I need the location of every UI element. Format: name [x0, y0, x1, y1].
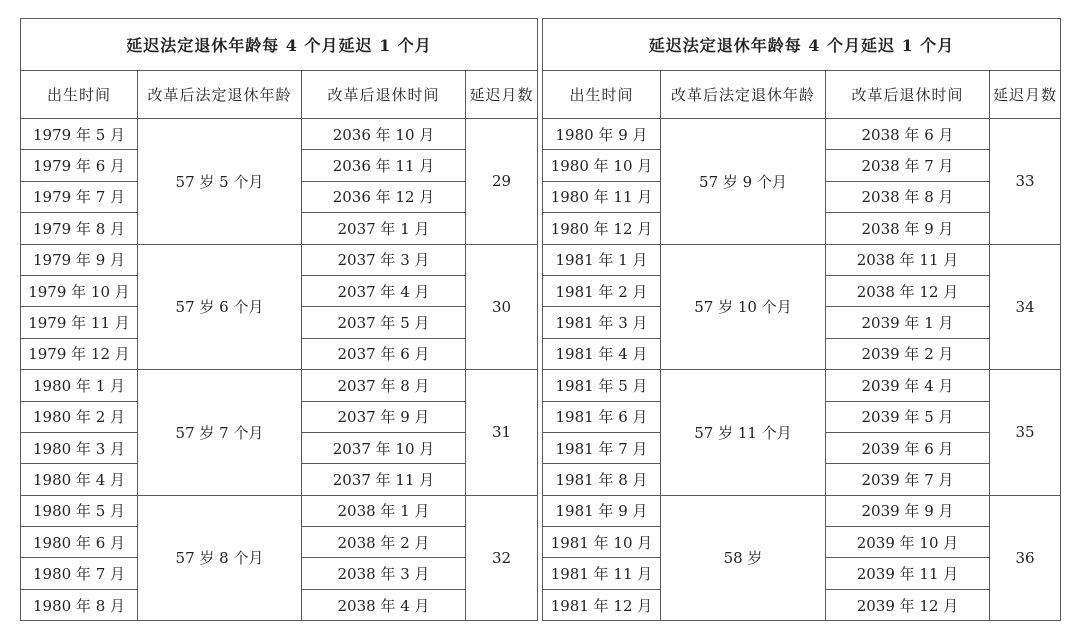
retirement-time-cell: 2037 年 10 月 [302, 432, 466, 463]
retirement-time-cell: 2038 年 12 月 [826, 275, 990, 306]
delay-months-cell: 35 [990, 370, 1061, 496]
retirement-age-cell: 57 岁 8 个月 [138, 495, 302, 621]
retirement-time-cell: 2037 年 3 月 [302, 244, 466, 275]
birth-time-cell: 1981 年 2 月 [543, 275, 661, 306]
birth-time-cell: 1979 年 5 月 [21, 119, 138, 150]
delay-months-cell: 31 [466, 370, 538, 496]
table-row [543, 370, 1061, 401]
birth-time-cell: 1980 年 11 月 [543, 181, 661, 212]
retirement-time-cell: 2038 年 6 月 [826, 119, 990, 150]
table-title: 延迟法定退休年龄每 4 个月延迟 1 个月 [21, 19, 538, 71]
retirement-time-cell: 2039 年 5 月 [826, 401, 990, 432]
birth-time-cell: 1979 年 7 月 [21, 181, 138, 212]
retirement-time-cell: 2038 年 11 月 [826, 244, 990, 275]
retirement-time-cell: 2037 年 11 月 [302, 464, 466, 495]
birth-time-cell: 1979 年 10 月 [21, 275, 138, 306]
birth-time-cell: 1981 年 1 月 [543, 244, 661, 275]
delay-months-cell: 34 [990, 244, 1061, 370]
retirement-table-left [20, 18, 538, 621]
delay-months-cell: 36 [990, 495, 1061, 621]
delay-months-cell: 33 [990, 119, 1061, 245]
table-row [21, 370, 538, 401]
retirement-time-cell: 2039 年 6 月 [826, 432, 990, 463]
birth-time-cell: 1981 年 3 月 [543, 307, 661, 338]
retirement-time-cell: 2038 年 7 月 [826, 150, 990, 181]
retirement-time-cell: 2039 年 1 月 [826, 307, 990, 338]
header-delay-months: 延迟月数 [466, 71, 538, 119]
delay-months-cell: 29 [466, 119, 538, 245]
birth-time-cell: 1980 年 2 月 [21, 401, 138, 432]
retirement-time-cell: 2037 年 6 月 [302, 338, 466, 369]
table-body [543, 119, 1061, 621]
retirement-time-cell: 2038 年 2 月 [302, 527, 466, 558]
retirement-time-cell: 2037 年 5 月 [302, 307, 466, 338]
retirement-time-cell: 2037 年 8 月 [302, 370, 466, 401]
retirement-time-cell: 2038 年 8 月 [826, 181, 990, 212]
birth-time-cell: 1981 年 10 月 [543, 527, 661, 558]
header-retirement-time: 改革后退休时间 [302, 71, 466, 119]
birth-time-cell: 1980 年 5 月 [21, 495, 138, 526]
birth-time-cell: 1980 年 3 月 [21, 432, 138, 463]
retirement-time-cell: 2039 年 10 月 [826, 527, 990, 558]
birth-time-cell: 1980 年 10 月 [543, 150, 661, 181]
birth-time-cell: 1979 年 9 月 [21, 244, 138, 275]
birth-time-cell: 1980 年 12 月 [543, 213, 661, 244]
birth-time-cell: 1980 年 6 月 [21, 527, 138, 558]
birth-time-cell: 1980 年 4 月 [21, 464, 138, 495]
retirement-age-cell: 57 岁 9 个月 [661, 119, 826, 245]
retirement-age-cell: 57 岁 10 个月 [661, 244, 826, 370]
retirement-time-cell: 2039 年 2 月 [826, 338, 990, 369]
birth-time-cell: 1979 年 6 月 [21, 150, 138, 181]
delay-months-cell: 32 [466, 495, 538, 621]
table-body [21, 119, 538, 621]
birth-time-cell: 1980 年 7 月 [21, 558, 138, 589]
retirement-age-cell: 58 岁 [661, 495, 826, 621]
retirement-time-cell: 2039 年 4 月 [826, 370, 990, 401]
retirement-time-cell: 2037 年 1 月 [302, 213, 466, 244]
table-row [21, 495, 538, 526]
table-title: 延迟法定退休年龄每 4 个月延迟 1 个月 [543, 19, 1061, 71]
retirement-time-cell: 2039 年 9 月 [826, 495, 990, 526]
retirement-table-right [542, 18, 1061, 621]
retirement-time-cell: 2038 年 1 月 [302, 495, 466, 526]
retirement-age-cell: 57 岁 11 个月 [661, 370, 826, 496]
retirement-time-cell: 2039 年 12 月 [826, 589, 990, 620]
table-row [543, 495, 1061, 526]
birth-time-cell: 1980 年 8 月 [21, 589, 138, 620]
retirement-time-cell: 2039 年 11 月 [826, 558, 990, 589]
retirement-time-cell: 2038 年 4 月 [302, 589, 466, 620]
retirement-time-cell: 2038 年 9 月 [826, 213, 990, 244]
header-delay-months: 延迟月数 [990, 71, 1061, 119]
table-row [543, 119, 1061, 150]
header-birth-time: 出生时间 [543, 71, 661, 119]
birth-time-cell: 1979 年 8 月 [21, 213, 138, 244]
birth-time-cell: 1980 年 9 月 [543, 119, 661, 150]
birth-time-cell: 1979 年 11 月 [21, 307, 138, 338]
birth-time-cell: 1981 年 9 月 [543, 495, 661, 526]
birth-time-cell: 1981 年 11 月 [543, 558, 661, 589]
retirement-time-cell: 2036 年 12 月 [302, 181, 466, 212]
birth-time-cell: 1981 年 6 月 [543, 401, 661, 432]
table-row [543, 244, 1061, 275]
header-retirement-time: 改革后退休时间 [826, 71, 990, 119]
retirement-age-cell: 57 岁 6 个月 [138, 244, 302, 370]
table-row [21, 119, 538, 150]
header-retirement-age: 改革后法定退休年龄 [138, 71, 302, 119]
retirement-time-cell: 2037 年 9 月 [302, 401, 466, 432]
delay-months-cell: 30 [466, 244, 538, 370]
retirement-time-cell: 2037 年 4 月 [302, 275, 466, 306]
retirement-time-cell: 2039 年 7 月 [826, 464, 990, 495]
table-row [21, 244, 538, 275]
birth-time-cell: 1980 年 1 月 [21, 370, 138, 401]
birth-time-cell: 1981 年 4 月 [543, 338, 661, 369]
retirement-age-cell: 57 岁 7 个月 [138, 370, 302, 496]
retirement-time-cell: 2036 年 11 月 [302, 150, 466, 181]
retirement-time-cell: 2036 年 10 月 [302, 119, 466, 150]
birth-time-cell: 1979 年 12 月 [21, 338, 138, 369]
retirement-time-cell: 2038 年 3 月 [302, 558, 466, 589]
birth-time-cell: 1981 年 8 月 [543, 464, 661, 495]
header-retirement-age: 改革后法定退休年龄 [661, 71, 826, 119]
header-birth-time: 出生时间 [21, 71, 138, 119]
birth-time-cell: 1981 年 12 月 [543, 589, 661, 620]
birth-time-cell: 1981 年 7 月 [543, 432, 661, 463]
birth-time-cell: 1981 年 5 月 [543, 370, 661, 401]
retirement-age-cell: 57 岁 5 个月 [138, 119, 302, 245]
